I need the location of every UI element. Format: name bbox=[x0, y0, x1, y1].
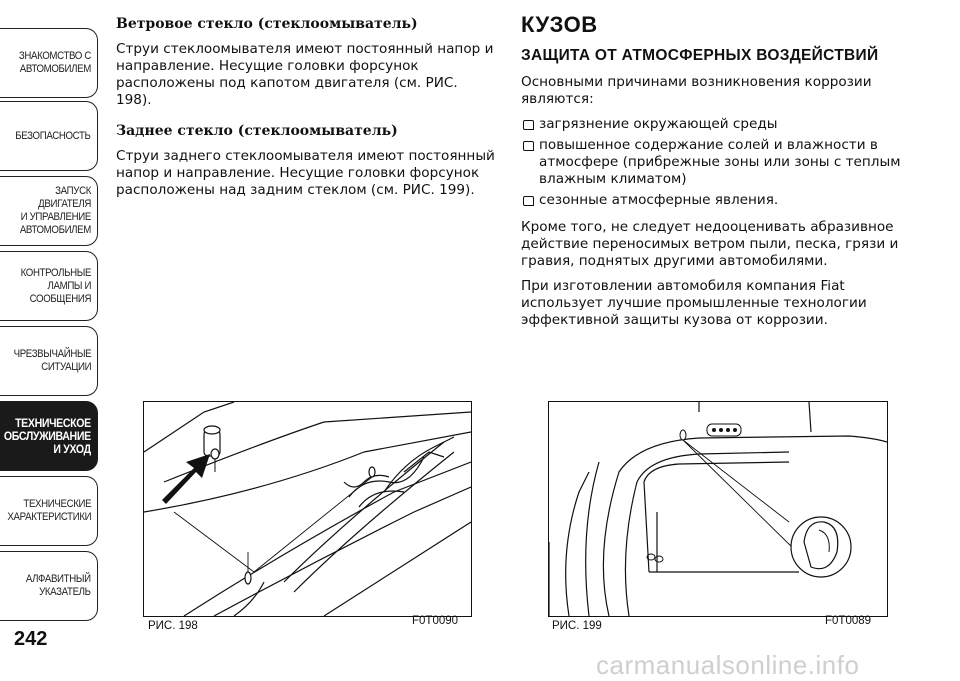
tab-label: ЗНАКОМСТВО С АВТОМОБИЛЕМ bbox=[18, 50, 91, 75]
tab-label: ЧРЕЗВЫЧАЙНЫЕ СИТУАЦИИ bbox=[13, 348, 91, 373]
subsection-title: ЗАЩИТА ОТ АТМОСФЕРНЫХ ВОЗДЕЙСТВИЙ bbox=[521, 47, 879, 64]
tab-starting-driving[interactable] bbox=[0, 176, 98, 246]
checkbox-bullet-icon bbox=[523, 120, 534, 130]
page-number: 242 bbox=[14, 628, 48, 650]
tab-intro[interactable] bbox=[0, 28, 98, 98]
figure-199-caption: РИС. 199 bbox=[552, 620, 602, 632]
list-item bbox=[521, 137, 911, 188]
tab-label: ТЕХНИЧЕСКИЕ ХАРАКТЕРИСТИКИ bbox=[7, 498, 91, 523]
tab-label: ТЕХНИЧЕСКОЕ ОБСЛУЖИВАНИЕ И УХОД bbox=[4, 415, 92, 456]
figure-199-code: F0T0089 bbox=[825, 615, 872, 627]
checkbox-bullet-icon bbox=[523, 196, 534, 206]
tab-label: ЗАПУСК ДВИГАТЕЛЯ И УПРАВЛЕНИЕ АВТОМОБИЛЕМ bbox=[19, 185, 92, 236]
figure-199-rear-nozzles bbox=[548, 401, 888, 617]
fiat-protection-text: При изготовлении автомобиля компания Fiat использует лучшие промышленные технологии эффективной защиты кузова от коррозии. bbox=[521, 278, 867, 328]
figure-198-windshield-nozzles bbox=[143, 401, 472, 617]
causes-list bbox=[521, 116, 911, 209]
checkbox-bullet-icon bbox=[523, 141, 534, 151]
windshield-washer-text: Струи стеклоомывателя имеют постоянный напор и направление. Несущие головки форсунок расположены под капотом двигателя (см. РИС. 198). bbox=[116, 41, 494, 108]
tab-safety[interactable] bbox=[0, 101, 98, 171]
tab-label: БЕЗОПАСНОСТЬ bbox=[15, 129, 91, 142]
list-item bbox=[521, 116, 911, 133]
tab-warning-lights[interactable] bbox=[0, 251, 98, 321]
tab-specifications[interactable] bbox=[0, 476, 98, 546]
watermark: carmanualsonline.info bbox=[596, 650, 860, 680]
tab-emergency[interactable] bbox=[0, 326, 98, 396]
rear-washer-text: Струи заднего стеклоомывателя имеют постоянный напор и направление. Несущие головки форсунок расположены над задним стеклом (см. РИС. 199). bbox=[116, 148, 495, 198]
windshield-washer-heading: Ветровое стекло (стеклоомыватель) bbox=[116, 16, 418, 32]
list-item bbox=[521, 192, 911, 209]
list-item-text: загрязнение окружающей среды bbox=[539, 116, 778, 132]
rear-washer-heading: Заднее стекло (стеклоомыватель) bbox=[116, 123, 398, 139]
left-column bbox=[116, 16, 496, 207]
arrow-icon bbox=[162, 454, 210, 504]
tab-label: АЛФАВИТНЫЙ УКАЗАТЕЛЬ bbox=[26, 573, 91, 598]
tab-label: КОНТРОЛЬНЫЕ ЛАМПЫ И СООБЩЕНИЯ bbox=[20, 266, 91, 305]
rear-door-illustration bbox=[549, 402, 887, 616]
figure-198-caption: РИС. 198 bbox=[148, 620, 198, 632]
tab-maintenance[interactable] bbox=[0, 401, 98, 471]
abrasion-text: Кроме того, не следует недооценивать абразивное действие переносимых ветром пыли, песка, грязи и гравия, поднятых другими автомобилями. bbox=[521, 219, 899, 269]
list-item-text: сезонные атмосферные явления. bbox=[539, 192, 779, 208]
section-title: КУЗОВ bbox=[521, 12, 598, 37]
intro-text: Основными причинами возникновения коррозии являются: bbox=[521, 74, 872, 107]
tab-index[interactable] bbox=[0, 551, 98, 621]
list-item-text: повышенное содержание солей и влажности в атмосфере (прибрежные зоны или зоны с теплым влажным климатом) bbox=[539, 137, 901, 187]
right-column bbox=[521, 12, 911, 337]
figure-198-code: F0T0090 bbox=[412, 615, 459, 627]
hood-nozzle-illustration bbox=[144, 402, 471, 616]
